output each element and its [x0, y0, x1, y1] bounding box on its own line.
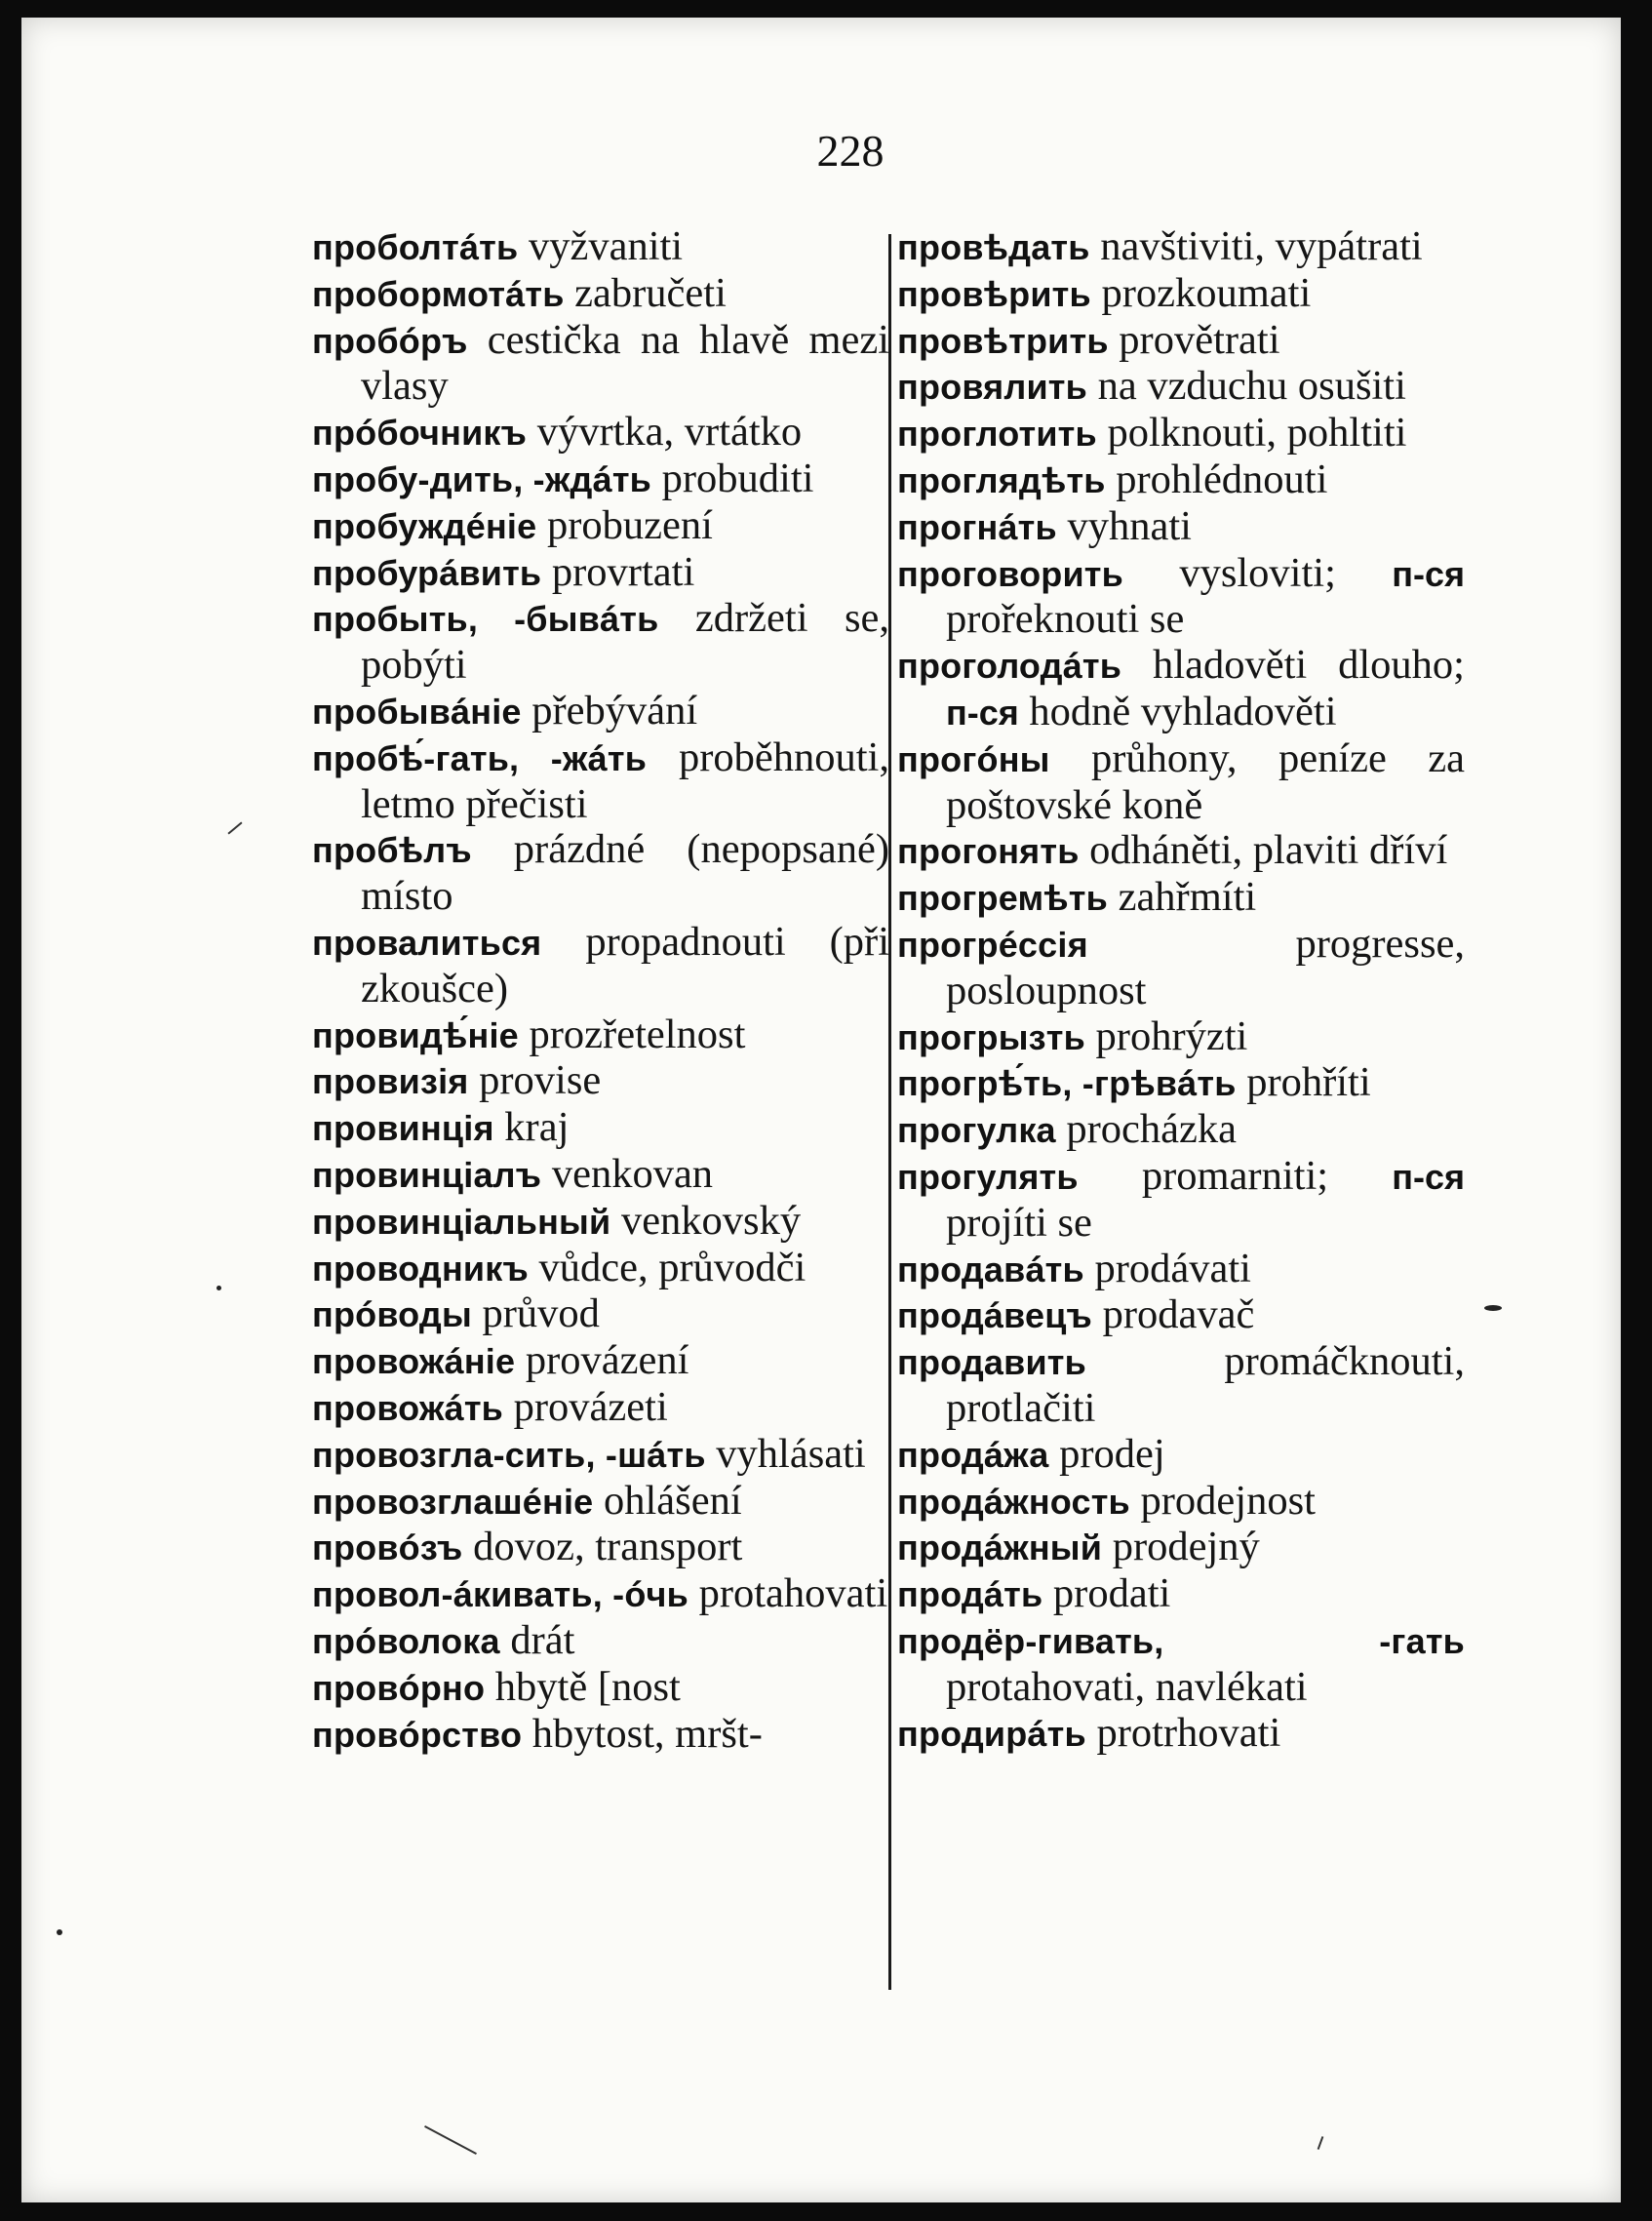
entry-translation: ohlášení: [604, 1477, 742, 1524]
entry-headword: прогулять: [897, 1156, 1079, 1197]
dictionary-entry: [312, 1571, 889, 1618]
entry-translation: prozřetelnost: [529, 1011, 746, 1057]
entry-translation: protahovati, navlékati: [946, 1663, 1308, 1710]
dictionary-entry: [312, 1246, 889, 1292]
entry-headword: пробу-дить, -ждáть: [312, 458, 651, 499]
dictionary-entry: [897, 643, 1465, 736]
entry-translation: protrhovati: [1096, 1709, 1281, 1756]
dictionary-entry: [897, 922, 1465, 1014]
entry-translation: promáčknouti, protlačiti: [946, 1338, 1465, 1431]
entry-headword: прогрѣ́ть, -грѣвáть: [897, 1063, 1237, 1104]
entry-headword: пробывáніе: [312, 691, 522, 732]
entry-translation: vyžvaniti: [528, 223, 684, 269]
scan-mark: [227, 821, 242, 834]
entry-headword: проголодáть: [897, 646, 1122, 687]
dictionary-entry: [897, 1525, 1465, 1571]
entry-headword: прогулка: [897, 1110, 1056, 1151]
dictionary-entry: [312, 689, 889, 735]
entry-translation: provětrati: [1119, 316, 1280, 363]
entry-translation: probuditi: [661, 455, 814, 501]
dictionary-entry: [312, 827, 889, 920]
entry-translation: prohrýzti: [1095, 1012, 1248, 1059]
right-column: [897, 224, 1465, 1757]
dictionary-entry: [312, 735, 889, 828]
entry-headword: прогóны: [897, 738, 1050, 779]
entry-translation: probuzení: [546, 501, 713, 548]
dictionary-entry: [897, 224, 1465, 271]
dictionary-entry: [897, 364, 1465, 411]
dictionary-entry: [312, 1291, 889, 1338]
entry-headword: проглотить: [897, 414, 1097, 455]
entry-translation: vyhnati: [1067, 502, 1192, 549]
dictionary-entry: [312, 550, 889, 597]
dictionary-entry: [312, 1105, 889, 1152]
entry-subform: п-ся: [1392, 553, 1466, 594]
entry-headword: продáжа: [897, 1434, 1049, 1475]
entry-subform: п-ся: [946, 692, 1019, 733]
entry-headword: продирáть: [897, 1713, 1086, 1754]
entry-translation: prodavač: [1102, 1291, 1255, 1338]
dictionary-entry: [897, 1247, 1465, 1293]
dictionary-entry: [897, 1014, 1465, 1061]
entry-headword: продáвецъ: [897, 1295, 1092, 1336]
entry-translation: prohlédnouti: [1116, 456, 1328, 502]
dictionary-entry: [312, 1618, 889, 1665]
dictionary-entry: [897, 1107, 1465, 1154]
entry-translation: progresse, posloupnost: [946, 920, 1465, 1013]
dictionary-entry: [312, 596, 889, 689]
entry-translation: venkovský: [620, 1197, 802, 1244]
entry-translation: promarniti;: [1141, 1152, 1329, 1199]
dictionary-entry: [312, 410, 889, 456]
entry-headword: провялить: [897, 367, 1087, 408]
entry-subform-translation: hodně vyhladověti: [1029, 688, 1337, 734]
entry-subform-translation: prořeknouti se: [946, 596, 1185, 643]
entry-headword: провóрство: [312, 1714, 523, 1755]
dictionary-entry: [897, 318, 1465, 365]
entry-translation: provázeti: [513, 1383, 668, 1430]
entry-headword: пробурáвить: [312, 552, 542, 593]
dictionary-entry: [312, 1665, 889, 1712]
dictionary-entry: [312, 1338, 889, 1385]
entry-headword: провозгла-сить, -шáть: [312, 1434, 706, 1475]
entry-headword: провинціалъ: [312, 1154, 542, 1195]
entry-headword: прогремѣть: [897, 878, 1108, 919]
dictionary-entry: [897, 411, 1465, 457]
entry-headword: пробóръ: [312, 320, 468, 361]
entry-translation: hladověti dlouho;: [1153, 642, 1465, 689]
entry-translation: navštiviti, vypátrati: [1100, 223, 1423, 269]
entry-headword: провинціальный: [312, 1201, 611, 1242]
entry-translation: hbytost, mršt-: [531, 1710, 763, 1757]
entry-translation: zabručeti: [574, 269, 727, 316]
entry-translation: procházka: [1066, 1106, 1238, 1153]
entry-translation: provrtati: [551, 548, 695, 595]
entry-translation: vysloviti;: [1179, 549, 1336, 596]
entry-headword: прогрызть: [897, 1016, 1085, 1057]
entry-translation: propadnouti (při zkoušce): [361, 918, 889, 1011]
entry-headword: провожáніе: [312, 1341, 516, 1382]
left-column: [312, 224, 889, 1758]
entry-translation: vůdce, průvodči: [538, 1244, 806, 1290]
entry-headword: проводникъ: [312, 1248, 529, 1289]
scan-mark: [57, 1929, 62, 1935]
dictionary-entry: [312, 271, 889, 318]
entry-headword: продавить: [897, 1342, 1086, 1383]
entry-translation: přebývání: [531, 687, 698, 734]
entry-translation: prodati: [1052, 1570, 1171, 1617]
dictionary-entry: [312, 1012, 889, 1059]
dictionary-page: [21, 18, 1621, 2202]
scan-mark: [1484, 1305, 1502, 1311]
entry-headword: провѣрить: [897, 273, 1091, 314]
entry-headword: провѣтрить: [897, 320, 1109, 361]
dictionary-entry: [897, 1571, 1465, 1618]
entry-headword: продавáть: [897, 1249, 1084, 1289]
entry-subform: п-ся: [1392, 1156, 1465, 1197]
dictionary-entry: [897, 1711, 1465, 1758]
entry-translation: vyhlásati: [716, 1430, 866, 1477]
scan-mark: [424, 2125, 477, 2155]
dictionary-entry: [897, 271, 1465, 318]
entry-translation: venkovan: [551, 1150, 714, 1197]
dictionary-entry: [897, 736, 1465, 829]
entry-translation: prodej: [1059, 1430, 1165, 1477]
dictionary-entry: [897, 1432, 1465, 1479]
entry-headword: пробѣлъ: [312, 830, 472, 871]
dictionary-entry: [897, 1479, 1465, 1526]
entry-headword: провозглашéніе: [312, 1481, 594, 1522]
entry-translation: zdržeti se, pobýti: [361, 595, 890, 689]
dictionary-entry: [312, 1525, 889, 1571]
scan-mark: [216, 1286, 221, 1290]
entry-translation: protahovati: [698, 1570, 888, 1617]
scan-mark: [1318, 2136, 1324, 2150]
dictionary-entry: [312, 1199, 889, 1246]
entry-headword: пробыть, -бывáть: [312, 599, 659, 640]
entry-headword: продёр-гивать, -гать: [897, 1620, 1465, 1661]
dictionary-entry: [312, 1712, 889, 1759]
entry-headword: пробормотáть: [312, 273, 565, 314]
entry-headword: прогонять: [897, 831, 1080, 872]
entry-headword: продáжность: [897, 1481, 1130, 1522]
entry-headword: проболтáть: [312, 227, 519, 267]
entry-translation: provise: [479, 1057, 602, 1104]
entry-translation: provázení: [525, 1337, 689, 1384]
entry-translation: průhony, peníze za poštovské koně: [946, 734, 1465, 828]
dictionary-entry: [897, 1339, 1465, 1432]
entry-translation: odháněti, plaviti dříví: [1089, 827, 1448, 874]
entry-headword: продáжный: [897, 1527, 1103, 1568]
dictionary-entry: [312, 1432, 889, 1479]
dictionary-entry: [312, 503, 889, 550]
entry-headword: провалиться: [312, 922, 542, 963]
dictionary-entry: [897, 1154, 1465, 1247]
entry-headword: провинція: [312, 1108, 494, 1149]
entry-translation: vývrtka, vrtátko: [536, 409, 803, 456]
entry-translation: průvod: [482, 1290, 600, 1337]
entry-translation: prázdné (nepopsané) místo: [361, 826, 889, 920]
dictionary-entry: [897, 504, 1465, 551]
entry-headword: прогнáть: [897, 506, 1057, 547]
page-number: 228: [816, 126, 885, 176]
entry-headword: провожáть: [312, 1387, 504, 1428]
entry-translation: proběhnouti, letmo přečisti: [361, 734, 889, 827]
dictionary-entry: [897, 875, 1465, 922]
entry-headword: провѣдать: [897, 227, 1090, 267]
dictionary-entry: [897, 1060, 1465, 1107]
dictionary-entry: [897, 1292, 1465, 1339]
entry-translation: na vzduchu osušiti: [1097, 363, 1406, 410]
entry-translation: kraj: [504, 1104, 570, 1151]
entry-translation: prodejnost: [1140, 1477, 1316, 1524]
entry-translation: hbytě [nost: [494, 1663, 681, 1710]
entry-translation: prohříti: [1246, 1059, 1371, 1106]
dictionary-entry: [312, 456, 889, 503]
dictionary-entry: [312, 920, 889, 1012]
dictionary-entry: [312, 1152, 889, 1199]
entry-translation: zahřmíti: [1118, 874, 1257, 921]
entry-headword: провизія: [312, 1061, 469, 1102]
dictionary-entry: [897, 457, 1465, 504]
dictionary-entry: [312, 224, 889, 271]
entry-headword: пробуждéніе: [312, 505, 537, 546]
entry-headword: провол-áкивать, -óчь: [312, 1574, 688, 1615]
dictionary-entry: [897, 828, 1465, 875]
dictionary-entry: [312, 318, 889, 411]
entry-headword: пробѣ́-гать, -жáть: [312, 737, 648, 778]
entry-headword: прóбочникъ: [312, 413, 528, 454]
entry-headword: прóводы: [312, 1294, 472, 1335]
entry-headword: прóволока: [312, 1620, 500, 1661]
entry-translation: drát: [510, 1616, 575, 1663]
entry-translation: polknouti, pohltiti: [1107, 410, 1407, 456]
entry-headword: проговорить: [897, 553, 1123, 594]
entry-subform-translation: projíti se: [946, 1199, 1092, 1246]
entry-headword: провóрно: [312, 1667, 486, 1708]
entry-translation: prodávati: [1094, 1245, 1251, 1291]
dictionary-entry: [312, 1385, 889, 1432]
entry-headword: провидѣ́ніе: [312, 1014, 519, 1055]
entry-headword: продáть: [897, 1574, 1043, 1615]
dictionary-entry: [312, 1058, 889, 1105]
dictionary-entry: [312, 1479, 889, 1526]
entry-translation: prozkoumati: [1101, 269, 1312, 316]
entry-translation: prodejný: [1112, 1524, 1260, 1570]
entry-headword: прогрéссія: [897, 924, 1088, 965]
entry-headword: проглядѣть: [897, 459, 1106, 500]
dictionary-entry: [897, 551, 1465, 644]
dictionary-entry: [897, 1618, 1465, 1711]
entry-translation: dovoz, transport: [473, 1524, 743, 1570]
entry-translation: cestička na hlavě mezi vlasy: [361, 316, 889, 410]
entry-headword: провóзъ: [312, 1527, 463, 1568]
